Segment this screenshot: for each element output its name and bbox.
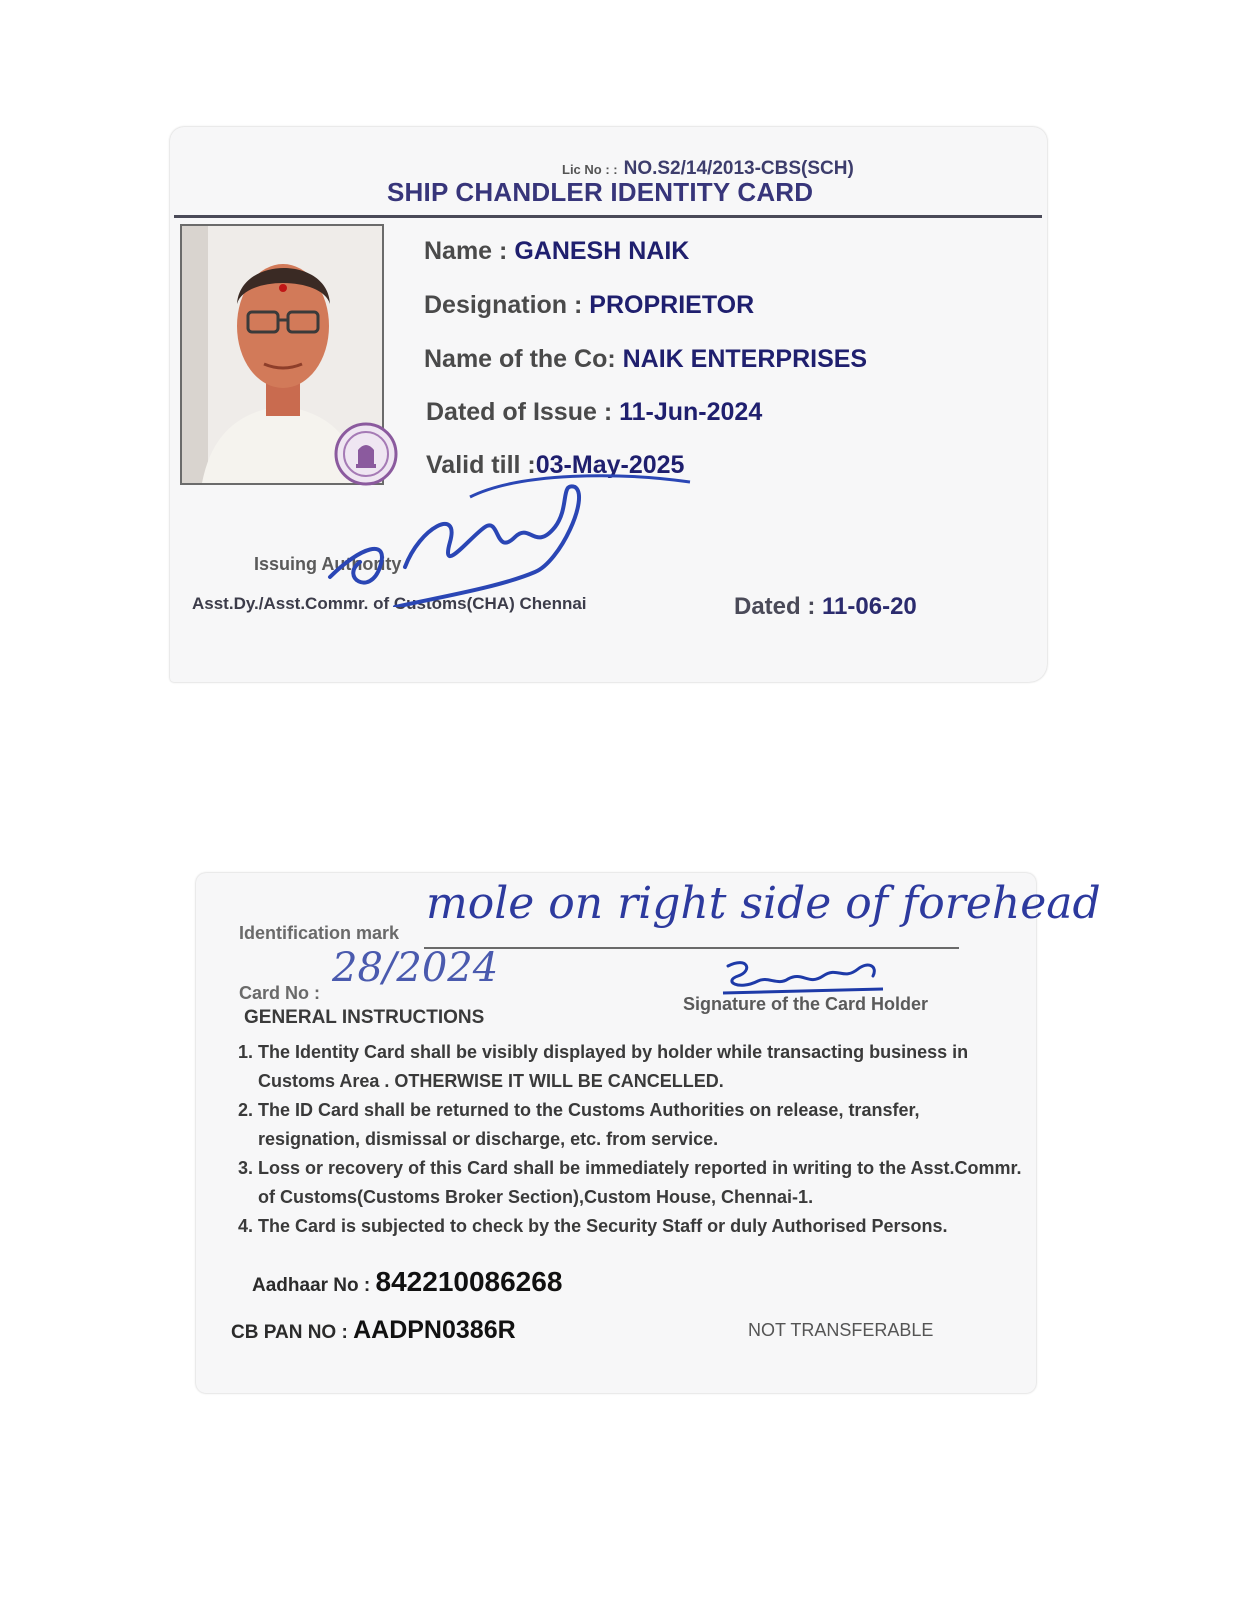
company-field: Name of the Co: NAIK ENTERPRISES bbox=[424, 345, 868, 373]
card-number-value: 28/2024 bbox=[332, 945, 499, 991]
general-instructions-heading: GENERAL INSTRUCTIONS bbox=[244, 1007, 485, 1028]
card-holder-signature-label: Signature of the Card Holder bbox=[683, 994, 929, 1014]
card-number-label: Card No : bbox=[239, 983, 320, 1003]
name-field: Name : GANESH NAIK bbox=[424, 237, 690, 265]
designation-field: Designation : PROPRIETOR bbox=[424, 291, 755, 319]
issue-date-field: Dated of Issue : 11-Jun-2024 bbox=[426, 398, 763, 426]
valid-till-field: Valid till :03-May-2025 bbox=[426, 451, 685, 479]
title-divider bbox=[174, 215, 1042, 218]
authority-signature bbox=[320, 467, 700, 607]
dated-field: Dated : 11-06-20 bbox=[734, 593, 917, 620]
authority-designation: Asst.Dy./Asst.Commr. of Customs(CHA) Chennai bbox=[192, 594, 587, 613]
identification-mark-label: Identification mark bbox=[239, 923, 400, 943]
instruction-item: 1. The Identity Card shall be visibly displayed by holder while transacting business in Customs Area . OTHERWISE IT WILL BE CANCELLED. bbox=[258, 1038, 1024, 1096]
instructions-list bbox=[234, 1038, 1024, 1241]
card-title: SHIP CHANDLER IDENTITY CARD bbox=[387, 177, 814, 207]
license-number: Lic No : : NO.S2/14/2013-CBS(SCH) bbox=[562, 158, 854, 179]
id-card-front bbox=[170, 127, 1047, 682]
issuing-authority-label: Issuing Authority bbox=[254, 554, 402, 574]
not-transferable-label: NOT TRANSFERABLE bbox=[748, 1320, 934, 1340]
instruction-item: 3. Loss or recovery of this Card shall be immediately reported in writing to the Asst.Commr. of Customs(Customs Broker Section),Custom House, Chennai-1. bbox=[258, 1154, 1024, 1212]
instruction-item: 2. The ID Card shall be returned to the Customs Authorities on release, transfer, resignation, dismissal or discharge, etc. from service. bbox=[258, 1096, 1024, 1154]
instruction-item: 4. The Card is subjected to check by the Security Staff or duly Authorised Persons. bbox=[258, 1212, 1024, 1241]
aadhaar-field: Aadhaar No : 842210086268 bbox=[252, 1266, 563, 1297]
id-card-back bbox=[196, 873, 1101, 1393]
identification-line bbox=[424, 947, 959, 949]
pan-field: CB PAN NO : AADPN0386R bbox=[231, 1316, 516, 1344]
identification-mark-value: mole on right side of forehead bbox=[426, 878, 1101, 929]
